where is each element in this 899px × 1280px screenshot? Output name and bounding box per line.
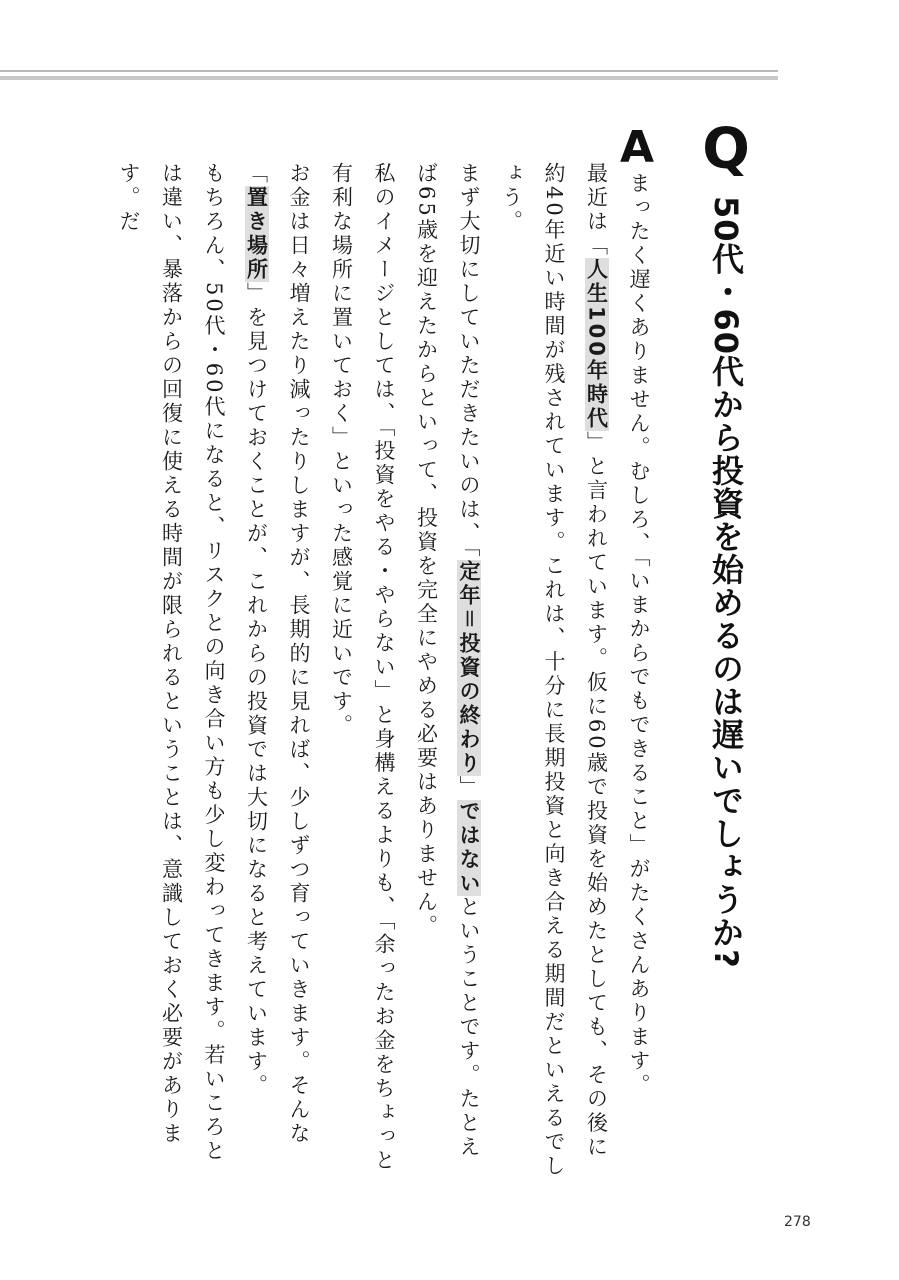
answer-body [117,120,660,1180]
answer-paragraph [490,120,618,1180]
question-mark-label: Q [702,117,750,182]
answer-paragraph [405,120,490,1180]
header-rule [0,70,778,80]
highlighted-phrase: ではない [457,799,481,896]
paragraph-text: 」 [457,775,481,800]
paragraph-text: 最近は「 [584,162,609,258]
paragraph-text: 」を見つけておくことが、これからの投資では大切になると考えています。 [244,282,269,1098]
paragraph-text: ということです。たとえば65歳を迎えたからといって、投資を完全にやめる必要はありません。 [414,162,481,1160]
answer-paragraph [108,120,236,1180]
highlighted-phrase: 定年＝投資の終わり [457,559,481,776]
paragraph-text: 私のイメージとしては、「投資をやる・やらない」と身構えるよりも、「余ったお金をちょっと有利な場所に置いておく」といった感覚に近いです。 [329,162,396,1173]
paragraph-text: もちろん、50代・60代になると、リスクとの向き合い方も少し変わってきます。若いころとは違い、暴落からの回復に使える時間が限られるということは、意識しておく必要があります。だ [117,162,226,1164]
answer-paragraph [618,120,661,1180]
paragraph-text: まず大切にしていただきたいのは、「 [457,162,481,560]
answer-paragraph [235,120,320,1180]
highlighted-phrase: 置き場所 [244,186,269,282]
page-number: 278 [784,1214,811,1230]
paragraph-text: まったく遅くありません。むしろ、「いまからでもできること」がたくさんあります。 [627,172,651,1098]
answer-paragraph [320,120,405,1180]
answer-mark-label: A [619,122,655,173]
paragraph-text: お金は日々増えたり減ったりしますが、長期的に見れば、少しずつ育っていきます。そんな「 [244,162,311,1146]
question-title: 50代・60代から投資を始めるのは遅いでしょうか? [707,196,745,969]
paragraph-text: 」と言われています。仮に60歳で投資を始めたとしても、その後に約40年近い時間が残されています。これは、十分に長期投資と向き合える期間だといえるでしょう。 [499,162,609,1179]
highlighted-phrase: 人生100年時代 [584,258,609,431]
